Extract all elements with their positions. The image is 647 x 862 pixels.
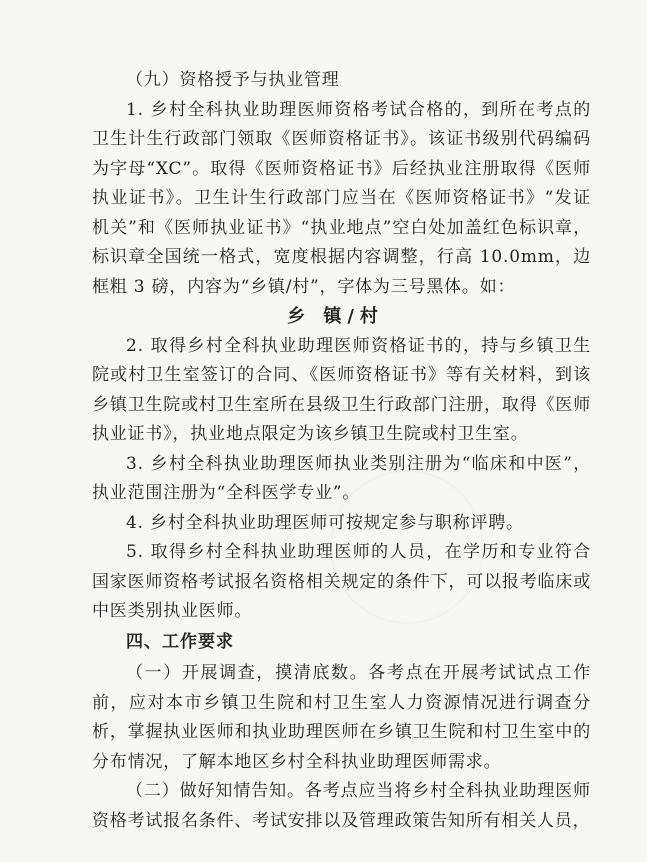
section-heading-4: 四、工作要求: [126, 631, 234, 652]
paragraph-item-3: 3. 乡村全科执业助理医师执业类别注册为“临床和中医”，执业范围注册为“全科医学专业”。: [92, 453, 591, 503]
paragraph-item-1: 1. 乡村全科执业助理医师资格考试合格的，到所在考点的卫生计生行政部门领取《医师资格证书》。该证书级别代码编码为字母“XC”。取得《医师资格证书》后经执业注册取得《医师执业证书》。卫生计生行政部门应当在《医师资格证书》“发证机关”和《医师执业证书》“执业地点”空白处加盖红色标识章，标识章全国统一格式，宽度根据内容调整，行高 10.0mm，边框粗 3 磅，内容为“乡镇/村”，字体为三号黑体。如：: [92, 99, 591, 297]
faint-seal-mark: [330, 470, 484, 624]
section-heading-9: （九）资格授予与执业管理: [126, 70, 340, 90]
paragraph-requirement-1: （一）开展调查，摸清底数。各考点在开展考试试点工作前，应对本市乡镇卫生院和村卫生室人力资源情况进行调查分析，掌握执业医师和执业助理医师在乡镇卫生院和村卫生室中的分布情况，了解本地区乡村全科执业助理医师需求。: [92, 663, 591, 772]
paragraph-item-4: 4. 乡村全科执业助理医师可按规定参与职称评聘。: [126, 512, 524, 533]
paragraph-requirement-2: （二）做好知情告知。各考点应当将乡村全科执业助理医师资格考试报名条件、考试安排以及管理政策告知所有相关人员，: [92, 781, 591, 831]
stamp-sample-text: 乡 镇/村: [287, 306, 384, 327]
paragraph-item-5: 5. 取得乡村全科执业助理医师的人员，在学历和专业符合国家医师资格考试报名资格相关规定的条件下，可以报考临床或中医类别执业医师。: [92, 542, 591, 621]
paragraph-item-2: 2. 取得乡村全科执业助理医师资格证书的，持与乡镇卫生院或村卫生室签订的合同、《医师资格证书》等有关材料，到该乡镇卫生院或村卫生室所在县级卫生行政部门注册，取得《医师执业证书》，执业地点限定为该乡镇卫生院或村卫生室。: [92, 335, 591, 444]
